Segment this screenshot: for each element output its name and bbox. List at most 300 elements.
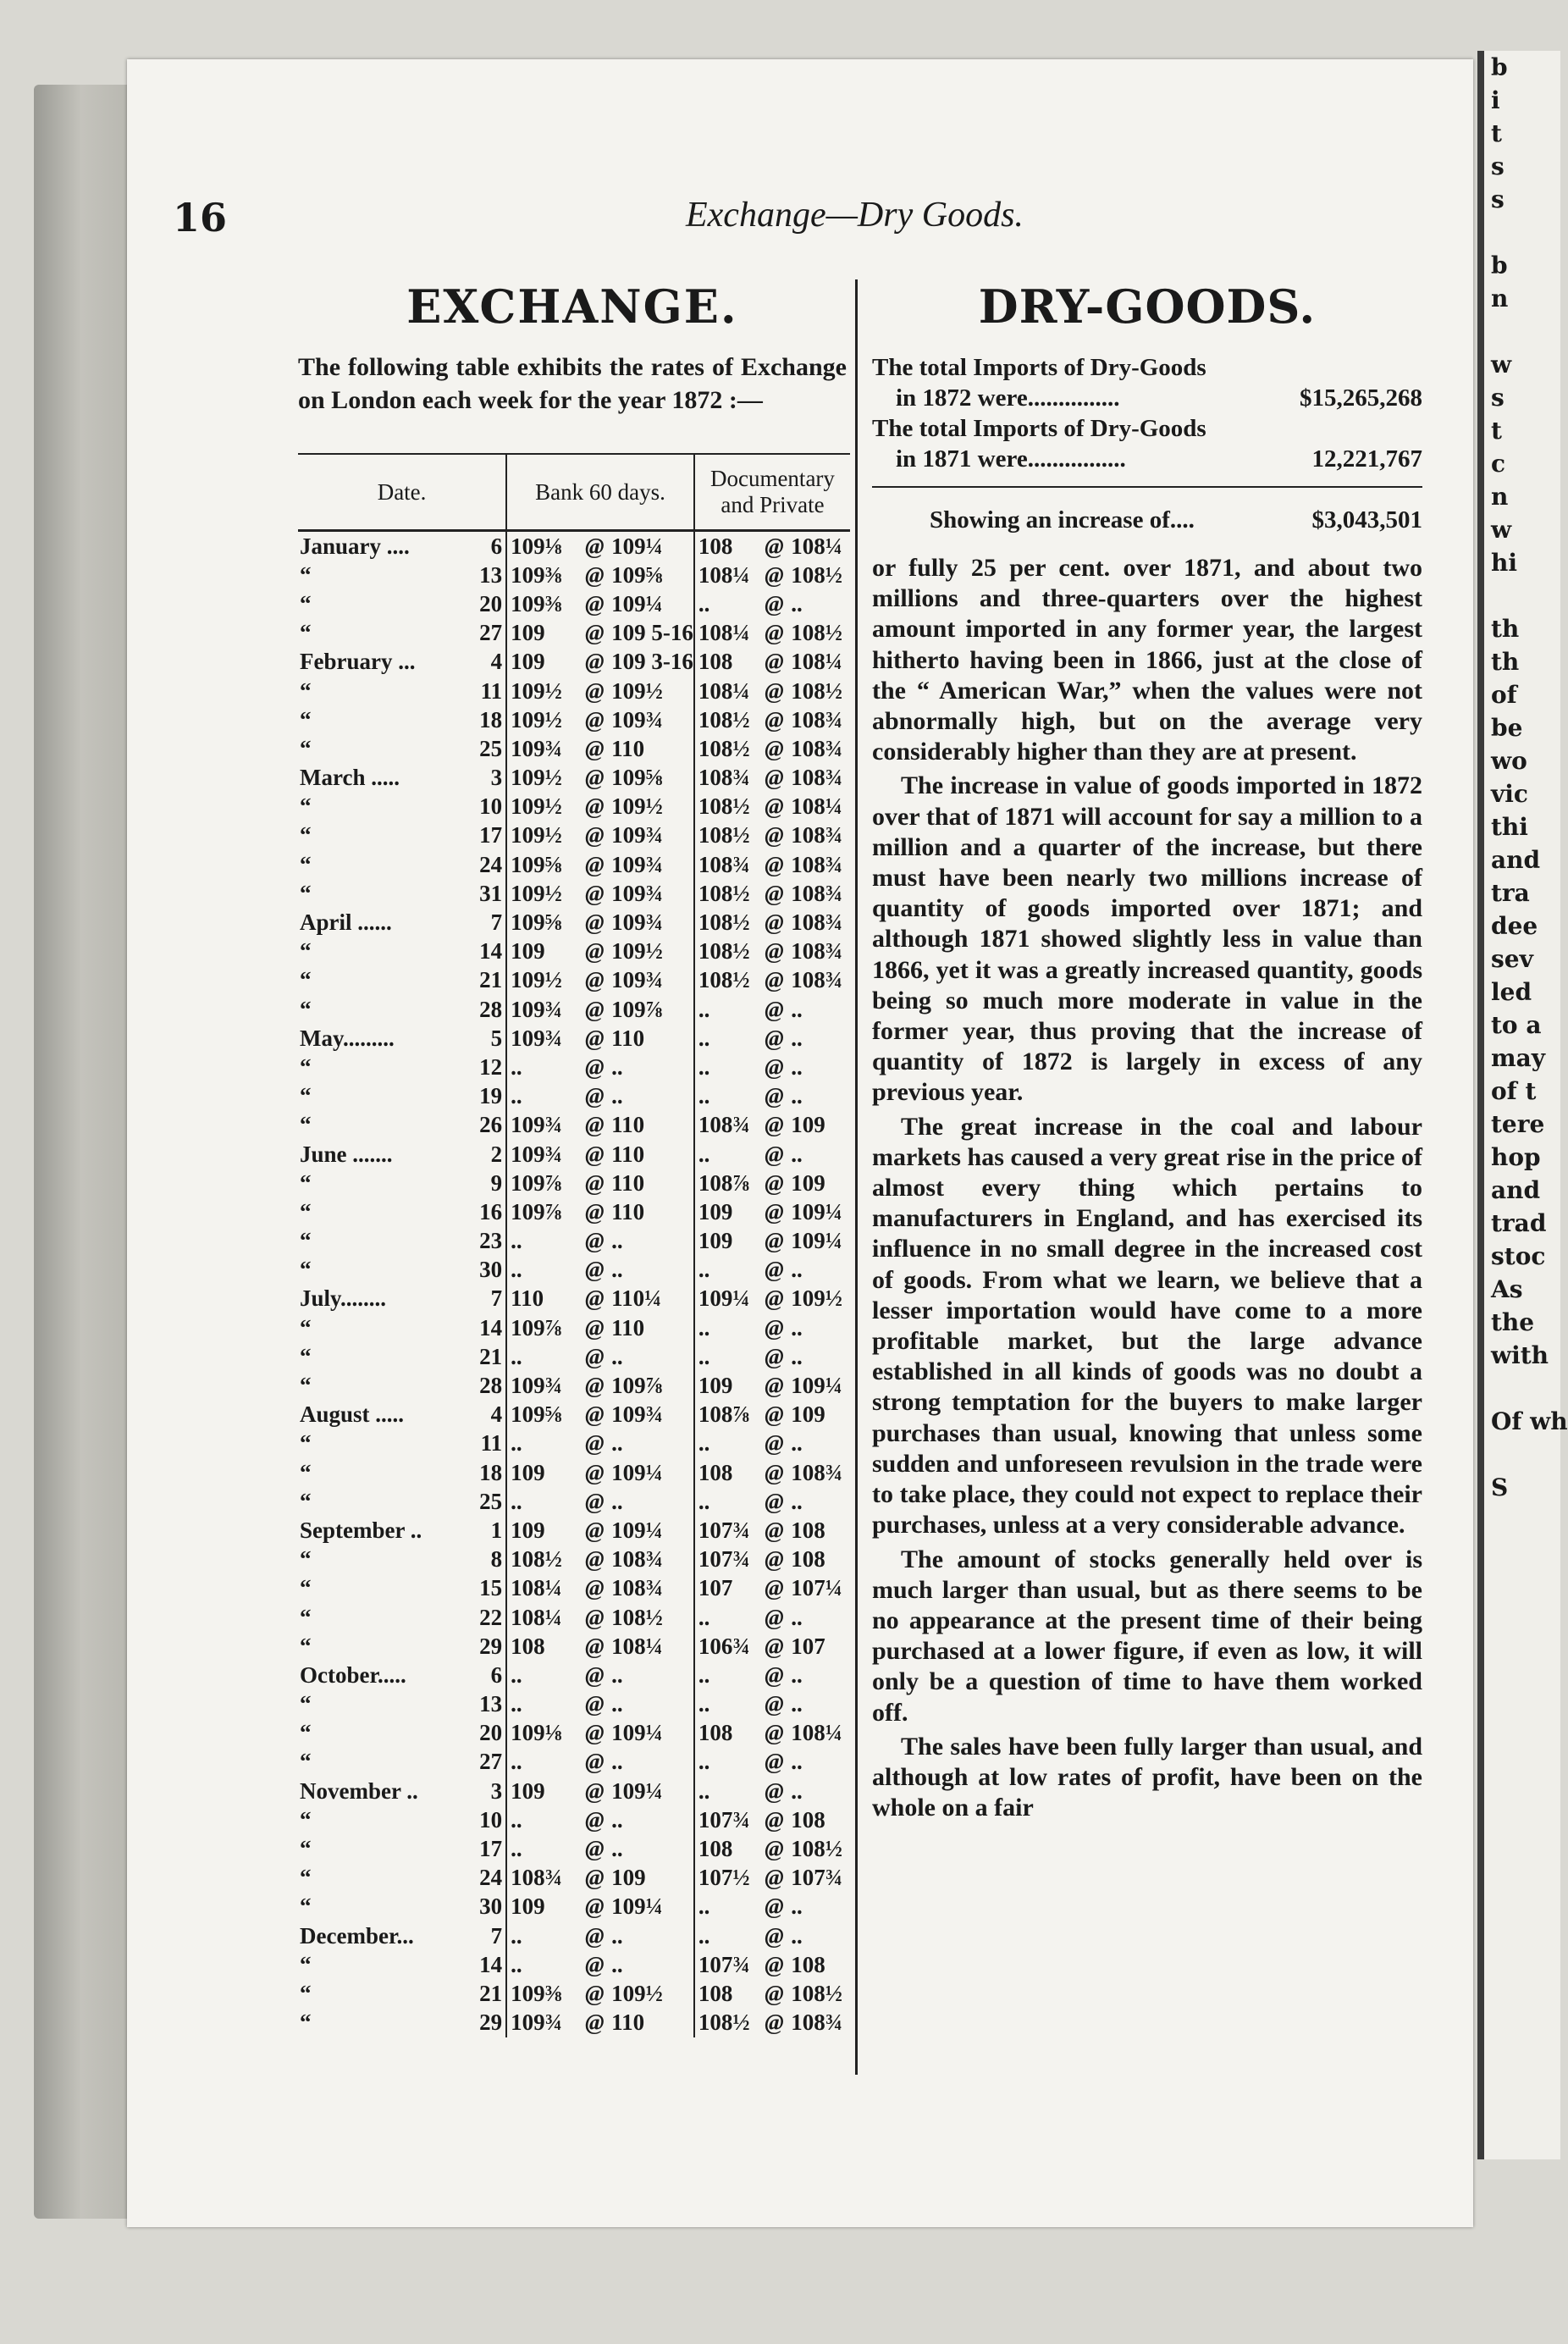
next-page-text: b	[1491, 252, 1508, 279]
cell-month: “	[300, 851, 312, 877]
cell-day: 25	[472, 1487, 506, 1516]
cell-day: 15	[472, 1574, 506, 1603]
cell-day: 27	[472, 1748, 506, 1777]
cell-doc-low: ..	[698, 1314, 710, 1341]
table-row	[298, 1545, 850, 1574]
cell-at: @	[765, 996, 784, 1022]
cell-bank-high: 109⅞	[611, 1371, 694, 1400]
cell-doc-low: 108½	[698, 909, 750, 936]
cell-day: 5	[472, 1024, 506, 1053]
cell-at: @	[585, 1777, 605, 1804]
next-page-text	[1484, 216, 1560, 249]
cell-doc-high: 108¾	[791, 851, 842, 877]
cell-doc-low: 109	[698, 1228, 733, 1254]
cell-month: “	[300, 590, 312, 616]
next-page-text: As	[1491, 1275, 1523, 1303]
cell-at: @	[585, 1749, 605, 1775]
cell-month: “	[300, 1083, 312, 1109]
cell-day: 8	[472, 1545, 506, 1574]
cell-month: “	[300, 996, 312, 1022]
cell-doc-low: ..	[698, 1749, 710, 1775]
cell-bank-high: 109¾	[611, 908, 694, 937]
cell-day: 13	[472, 561, 506, 589]
paragraph: The increase in value of goods imported in 1872 over that of 1871 will account for say a million to a million and a quarter of the increase, but there must have been nearly two millions increase of quantity of goods imported over 1871; and although 1871 showed slightly less in value than 1866, yet it was a greatly increased quantity, goods being so much more moderate in value in the former year, thus proving that the increase of quantity of 1872 is largely in excess of any previous year.	[872, 771, 1422, 1107]
cell-doc-high: 109¼	[791, 1228, 842, 1254]
cell-at: @	[585, 793, 605, 820]
next-page-text: i	[1491, 86, 1500, 114]
cell-bank-low: ..	[511, 1228, 522, 1254]
cell-bank-high: 110	[611, 1111, 694, 1140]
cell-doc-low: ..	[698, 1922, 710, 1949]
cell-day: 23	[472, 1227, 506, 1256]
cell-at: @	[765, 1373, 784, 1399]
cell-bank-high: 108½	[611, 1603, 694, 1632]
cell-doc-low: 107¾	[698, 1806, 750, 1833]
cell-at: @	[585, 1430, 605, 1457]
cell-month: “	[300, 1951, 312, 1977]
cell-bank-high: 109¼	[611, 1458, 694, 1487]
cell-day: 28	[472, 995, 506, 1024]
cell-bank-high: 109 3-16	[611, 648, 694, 677]
cell-bank-high: 109½	[611, 677, 694, 705]
cell-doc-high: ..	[791, 1083, 803, 1109]
cell-bank-high: 110	[611, 1140, 694, 1169]
cell-doc-low: ..	[698, 1430, 710, 1457]
next-page-text: hi	[1491, 549, 1517, 577]
cell-day: 10	[472, 793, 506, 821]
cell-doc-low: 108⅞	[698, 1169, 750, 1196]
cell-bank-low: 109½	[511, 822, 562, 849]
cell-bank-high: 109¼	[611, 1516, 694, 1545]
table-row	[298, 1632, 850, 1661]
cell-day: 1	[472, 1516, 506, 1545]
table-row	[298, 1603, 850, 1632]
table-row	[298, 1777, 850, 1805]
cell-bank-low: 109¾	[511, 1373, 562, 1399]
cell-at: @	[765, 1488, 784, 1514]
cell-bank-high: 109¼	[611, 589, 694, 618]
page-number: 16	[173, 195, 228, 240]
cell-at: @	[585, 1169, 605, 1196]
cell-bank-low: ..	[511, 1749, 522, 1775]
cell-bank-low: 109½	[511, 793, 562, 820]
next-page-text: n	[1491, 285, 1509, 312]
cell-doc-high: 108½	[791, 677, 842, 704]
cell-at: @	[765, 909, 784, 936]
next-page-text: stoc	[1491, 1242, 1546, 1270]
cell-bank-low: 109⅝	[511, 1401, 562, 1428]
cell-at: @	[585, 1401, 605, 1428]
cell-bank-high: ..	[611, 1748, 694, 1777]
table-row	[298, 1574, 850, 1603]
paragraph: or fully 25 per cent. over 1871, and about two millions and three-quarters over the highest amount imported in any former year, the largest hitherto having been in 1866, just at the close of the “ American War,” when the values were not abnormally high, but on the average very considerably higher than they are at present.	[872, 554, 1422, 766]
next-page-text: c	[1491, 450, 1506, 478]
cell-doc-high: ..	[791, 1893, 803, 1920]
cell-doc-high: 108½	[791, 620, 842, 646]
cell-at: @	[585, 1488, 605, 1514]
cell-bank-low: 109½	[511, 967, 562, 993]
cell-month: “	[300, 620, 312, 646]
cell-bank-low: 109⅜	[511, 590, 562, 616]
table-row	[298, 1661, 850, 1689]
next-page-text: of t	[1491, 1077, 1537, 1105]
cell-bank-high: ..	[611, 1429, 694, 1458]
cell-at: @	[765, 1980, 784, 2006]
cell-month: “	[300, 735, 312, 761]
cell-doc-low: 109	[698, 1373, 733, 1399]
table-row	[298, 1690, 850, 1719]
cell-month: “	[300, 677, 312, 704]
table-row	[298, 1950, 850, 1979]
cell-at: @	[765, 1198, 784, 1225]
cell-day: 6	[472, 1661, 506, 1689]
next-page-text: w	[1491, 516, 1512, 544]
cell-month: “	[300, 1749, 312, 1775]
cell-at: @	[765, 1836, 784, 1862]
cell-day: 31	[472, 879, 506, 908]
cell-doc-high: 108	[791, 1806, 825, 1833]
cell-doc-high: 108¾	[791, 1459, 842, 1485]
cell-bank-high: ..	[611, 1227, 694, 1256]
cell-bank-low: 109⅞	[511, 1169, 562, 1196]
cell-month: August .....	[300, 1401, 405, 1428]
next-page-fragment	[1477, 51, 1568, 2159]
imports-1872	[872, 352, 1422, 413]
cell-bank-low: 109	[511, 1893, 545, 1920]
cell-bank-high: 108¼	[611, 1632, 694, 1661]
cell-at: @	[585, 822, 605, 849]
cell-bank-high: 108¾	[611, 1574, 694, 1603]
cell-month: “	[300, 1604, 312, 1630]
cell-bank-low: 109½	[511, 880, 562, 906]
cell-at: @	[585, 938, 605, 965]
cell-at: @	[765, 1141, 784, 1167]
cell-bank-high: ..	[611, 1805, 694, 1834]
cell-bank-high: 109¼	[611, 1777, 694, 1805]
cell-bank-low: 109¾	[511, 1025, 562, 1051]
cell-at: @	[765, 1343, 784, 1369]
cell-doc-low: ..	[698, 1257, 710, 1283]
cell-at: @	[765, 765, 784, 791]
cell-bank-high: 109	[611, 1864, 694, 1893]
cell-doc-low: ..	[698, 1343, 710, 1369]
cell-bank-low: ..	[511, 1836, 522, 1862]
cell-bank-low: 109¾	[511, 735, 562, 761]
column-divider	[855, 279, 858, 2075]
imports-rule	[872, 486, 1422, 488]
cell-day: 6	[472, 531, 506, 561]
cell-doc-high: ..	[791, 1025, 803, 1051]
cell-at: @	[585, 1198, 605, 1225]
cell-day: 26	[472, 1111, 506, 1140]
table-row	[298, 908, 850, 937]
cell-at: @	[585, 765, 605, 791]
paragraph: The sales have been fully larger than usual, and although at low rates of profit, have been on the whole on a fair	[872, 1732, 1422, 1822]
cell-doc-high: 108¼	[791, 533, 842, 559]
cell-day: 21	[472, 1342, 506, 1371]
cell-month: “	[300, 1575, 312, 1601]
cell-doc-low: 108⅞	[698, 1401, 750, 1428]
table-row	[298, 648, 850, 677]
cell-at: @	[585, 1661, 605, 1688]
header-bank: Bank 60 days.	[506, 454, 694, 531]
cell-day: 11	[472, 1429, 506, 1458]
cell-bank-low: 109⅞	[511, 1198, 562, 1225]
cell-doc-low: 108¼	[698, 561, 750, 588]
cell-doc-high: 109	[791, 1169, 825, 1196]
header-documentary: Documentary and Private	[694, 454, 850, 531]
cell-at: @	[585, 967, 605, 993]
cell-at: @	[585, 1112, 605, 1138]
cell-doc-high: ..	[791, 1053, 803, 1080]
cell-at: @	[585, 735, 605, 761]
cell-doc-low: 108	[698, 533, 733, 559]
cell-at: @	[585, 1459, 605, 1485]
cell-doc-high: 107¼	[791, 1575, 842, 1601]
cell-doc-high: 108¼	[791, 793, 842, 820]
cell-bank-high: ..	[611, 1053, 694, 1081]
cell-bank-high: ..	[611, 1950, 694, 1979]
dry-goods-section	[872, 279, 1422, 1823]
cell-at: @	[765, 1459, 784, 1485]
cell-doc-low: 108¼	[698, 620, 750, 646]
cell-doc-low: 108¾	[698, 765, 750, 791]
cell-at: @	[765, 1257, 784, 1283]
cell-bank-low: 109¾	[511, 2010, 562, 2036]
next-page-text	[1484, 579, 1560, 612]
cell-at: @	[765, 620, 784, 646]
cell-day: 21	[472, 1979, 506, 2008]
cell-doc-low: 108½	[698, 967, 750, 993]
table-row	[298, 1053, 850, 1081]
cell-doc-high: 108½	[791, 1980, 842, 2006]
cell-day: 11	[472, 677, 506, 705]
next-page-text: t	[1491, 417, 1502, 445]
table-row	[298, 995, 850, 1024]
cell-at: @	[765, 1546, 784, 1573]
cell-at: @	[585, 1141, 605, 1167]
cell-bank-low: 109	[511, 938, 545, 965]
next-page-text	[1484, 1372, 1560, 1405]
cell-bank-low: 109⅛	[511, 533, 562, 559]
next-page-text	[1484, 1438, 1560, 1471]
cell-at: @	[585, 1922, 605, 1949]
cell-bank-high: ..	[611, 1256, 694, 1285]
cell-bank-low: 109⅞	[511, 1314, 562, 1341]
next-page-text: dee	[1491, 912, 1538, 940]
cell-doc-low: 106¾	[698, 1633, 750, 1659]
next-page-text: led	[1491, 978, 1532, 1006]
table-row	[298, 821, 850, 850]
cell-at: @	[765, 1720, 784, 1746]
cell-month: “	[300, 1488, 312, 1514]
cell-at: @	[765, 1633, 784, 1659]
cell-bank-low: ..	[511, 1257, 522, 1283]
cell-doc-high: ..	[791, 1749, 803, 1775]
cell-at: @	[585, 851, 605, 877]
cell-doc-high: ..	[791, 1922, 803, 1949]
cell-at: @	[585, 706, 605, 732]
cell-month: December...	[300, 1922, 414, 1949]
cell-month: November ..	[300, 1777, 418, 1804]
cell-doc-high: 109¼	[791, 1198, 842, 1225]
cell-day: 27	[472, 619, 506, 648]
cell-at: @	[765, 1112, 784, 1138]
cell-bank-high: 110	[611, 1313, 694, 1342]
next-page-text: to a	[1491, 1011, 1542, 1039]
cell-doc-low: 108½	[698, 735, 750, 761]
cell-doc-low: ..	[698, 590, 710, 616]
cell-bank-low: 109½	[511, 765, 562, 791]
cell-bank-high: 109¾	[611, 879, 694, 908]
cell-at: @	[585, 649, 605, 675]
paragraph: The great increase in the coal and labour markets has caused a very great rise in the price of almost every thing which pertains to manufacturers in England, and has exercised its influence in no small degree in the increased cost of goods. From what we learn, we believe that a lesser importation would have come to a more profitable market, but the large advance established in all kinds of goods was no doubt a strong temptation for the buyers to make larger purchases than usual, knowing that unless some sudden and unforeseen revulsion in the trade were to take place, they could not expect to replace their purchases, unless at a very considerable advance.	[872, 1112, 1422, 1540]
cell-day: 18	[472, 1458, 506, 1487]
cell-bank-high: 110	[611, 1197, 694, 1226]
table-row	[298, 1024, 850, 1053]
cell-month: “	[300, 1836, 312, 1862]
cell-month: “	[300, 1546, 312, 1573]
table-row	[298, 879, 850, 908]
cell-day: 4	[472, 648, 506, 677]
cell-bank-high: ..	[611, 1487, 694, 1516]
table-row	[298, 1082, 850, 1111]
cell-month: “	[300, 1373, 312, 1399]
next-page-text: may	[1491, 1044, 1546, 1072]
cell-at: @	[765, 561, 784, 588]
imports-1872-sub: in 1872 were...............	[896, 384, 1120, 412]
cell-at: @	[765, 1749, 784, 1775]
cell-month: “	[300, 1865, 312, 1891]
cell-bank-low: 108½	[511, 1546, 562, 1573]
dry-goods-title: DRY-GOODS.	[978, 279, 1317, 334]
cell-at: @	[585, 1257, 605, 1283]
cell-at: @	[765, 1025, 784, 1051]
cell-at: @	[765, 2010, 784, 2036]
cell-doc-high: 109	[791, 1112, 825, 1138]
table-row	[298, 1487, 850, 1516]
cell-bank-high: 109¾	[611, 1401, 694, 1429]
next-page-text: s	[1491, 185, 1505, 213]
cell-bank-low: 110	[511, 1285, 544, 1312]
cell-doc-high: ..	[791, 996, 803, 1022]
exchange-section	[298, 279, 847, 417]
exchange-table	[298, 453, 850, 2037]
cell-at: @	[765, 1083, 784, 1109]
cell-month: May.........	[300, 1025, 395, 1051]
cell-day: 29	[472, 2009, 506, 2037]
table-row	[298, 1342, 850, 1371]
cell-bank-low: 109⅝	[511, 851, 562, 877]
cell-doc-low: 107½	[698, 1865, 750, 1891]
table-row	[298, 1893, 850, 1921]
cell-at: @	[765, 649, 784, 675]
cell-bank-low: 109	[511, 649, 545, 675]
cell-day: 25	[472, 734, 506, 763]
cell-at: @	[585, 1343, 605, 1369]
cell-doc-low: 108¾	[698, 851, 750, 877]
cell-at: @	[585, 1633, 605, 1659]
cell-doc-high: 108½	[791, 561, 842, 588]
cell-bank-low: 109½	[511, 706, 562, 732]
next-page-text: and	[1491, 1176, 1541, 1204]
exchange-table-header	[298, 454, 850, 531]
exchange-title: EXCHANGE.	[406, 279, 738, 334]
cell-at: @	[765, 1575, 784, 1601]
cell-month: February ...	[300, 649, 416, 675]
imports-1871-value: 12,221,767	[1311, 445, 1422, 473]
imports-1871	[872, 413, 1422, 474]
increase-line	[872, 506, 1422, 534]
cell-doc-high: 108¼	[791, 649, 842, 675]
cell-doc-low: 107¾	[698, 1951, 750, 1977]
table-row	[298, 1864, 850, 1893]
cell-month: March .....	[300, 765, 400, 791]
next-page-text: with	[1491, 1341, 1549, 1369]
cell-bank-high: 110¼	[611, 1285, 694, 1313]
cell-bank-high: 110	[611, 1169, 694, 1197]
cell-at: @	[585, 1285, 605, 1312]
cell-month: “	[300, 561, 312, 588]
cell-doc-low: ..	[698, 1691, 710, 1717]
cell-at: @	[765, 1053, 784, 1080]
cell-month: June .......	[300, 1141, 393, 1167]
cell-doc-low: 108	[698, 1459, 733, 1485]
cell-month: “	[300, 2010, 312, 2036]
cell-month: “	[300, 1169, 312, 1196]
table-row	[298, 1169, 850, 1197]
cell-day: 20	[472, 1719, 506, 1748]
cell-at: @	[765, 533, 784, 559]
cell-bank-high: 110	[611, 2009, 694, 2037]
cell-bank-high: ..	[611, 1082, 694, 1111]
cell-month: “	[300, 1980, 312, 2006]
next-page-text: tra	[1491, 879, 1530, 907]
cell-doc-low: ..	[698, 1083, 710, 1109]
cell-day: 12	[472, 1053, 506, 1081]
next-page-text: s	[1491, 384, 1505, 412]
cell-at: @	[585, 533, 605, 559]
table-row	[298, 2009, 850, 2037]
cell-bank-high: 109¾	[611, 821, 694, 850]
increase-label: Showing an increase of....	[930, 506, 1195, 533]
cell-doc-high: ..	[791, 1604, 803, 1630]
next-page-text: wo	[1491, 747, 1527, 775]
cell-at: @	[765, 1951, 784, 1977]
cell-day: 20	[472, 589, 506, 618]
next-page-text: hop	[1491, 1143, 1541, 1171]
imports-1872-label: The total Imports of Dry-Goods	[872, 354, 1206, 381]
cell-doc-low: ..	[698, 996, 710, 1022]
cell-at: @	[765, 735, 784, 761]
cell-day: 14	[472, 1313, 506, 1342]
cell-at: @	[585, 1083, 605, 1109]
cell-at: @	[585, 1806, 605, 1833]
cell-bank-high: ..	[611, 1690, 694, 1719]
cell-month: “	[300, 1053, 312, 1080]
cell-bank-low: ..	[511, 1951, 522, 1977]
cell-at: @	[765, 1661, 784, 1688]
next-page-text: th	[1491, 615, 1520, 643]
table-row	[298, 1979, 850, 2008]
cell-doc-high: 108	[791, 1517, 825, 1543]
cell-day: 30	[472, 1893, 506, 1921]
cell-at: @	[765, 851, 784, 877]
cell-at: @	[585, 561, 605, 588]
cell-bank-low: 109⅜	[511, 1980, 562, 2006]
cell-day: 17	[472, 821, 506, 850]
cell-month: April ......	[300, 909, 392, 936]
